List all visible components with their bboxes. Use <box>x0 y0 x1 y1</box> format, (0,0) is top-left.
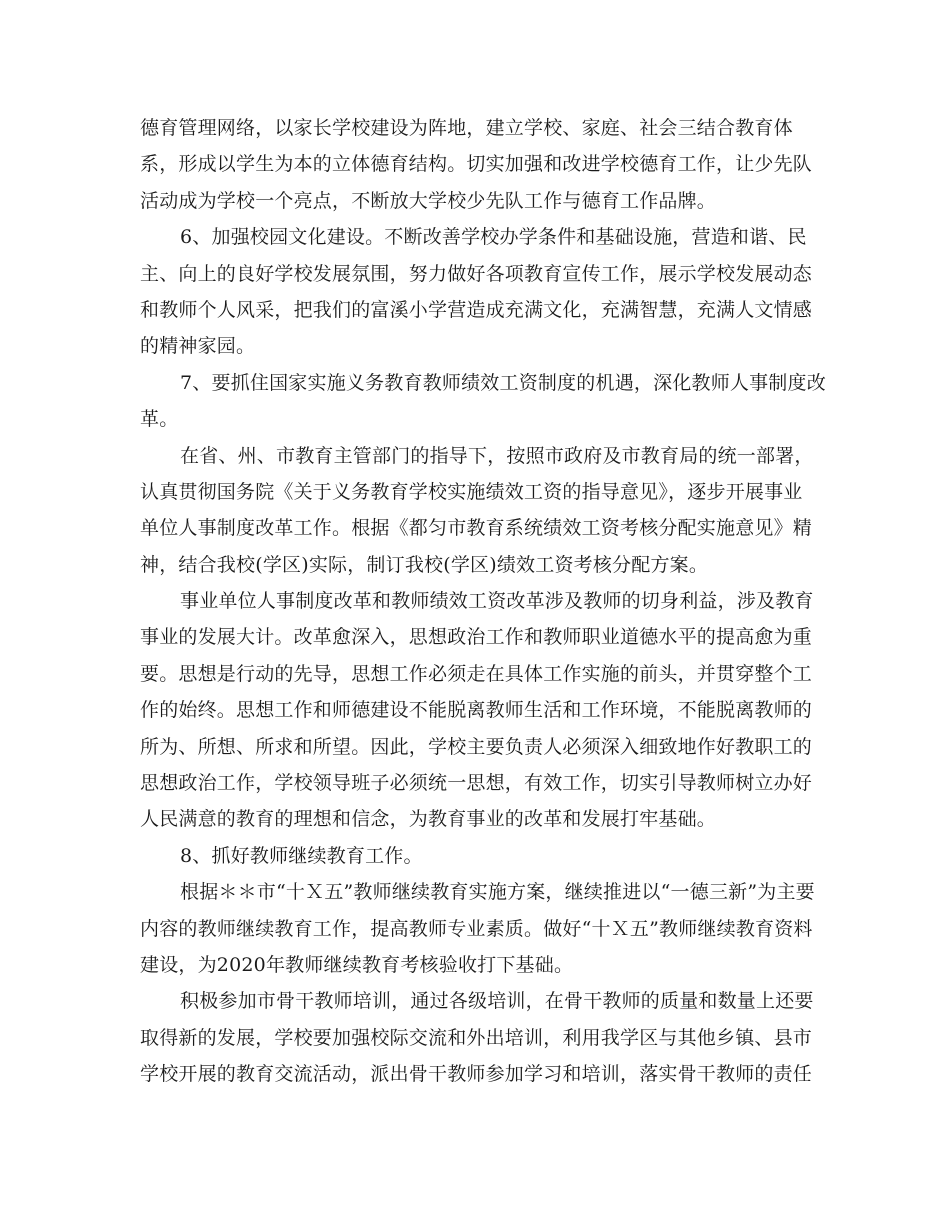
text-line: 建设，为2020年教师继续教育考核验收打下基础。 <box>140 953 574 976</box>
text-line: 单位人事制度改革工作。根据《都匀市教育系统绩效工资考核分配实施意见》精 <box>140 517 813 540</box>
text-line: 学校开展的教育交流活动，派出骨干教师参加学习和培训，落实骨干教师的责任 <box>140 1063 813 1086</box>
text-line: 的精神家园。 <box>140 335 256 358</box>
text-line: 根据＊＊市“十Ｘ五”教师继续教育实施方案，继续推进以“一德三新”为主要 <box>180 881 815 904</box>
text-line: 事业的发展大计。改革愈深入，思想政治工作和教师职业道德水平的提高愈为重 <box>140 626 813 649</box>
text-line: 所为、所想、所求和所望。因此，学校主要负责人必须深入细致地作好教职工的 <box>140 735 813 758</box>
text-line: 作的始终。思想工作和师德建设不能脱离教师生活和工作环境，不能脱离教师的 <box>140 699 813 722</box>
text-line: 7、要抓住国家实施义务教育教师绩效工资制度的机遇，深化教师人事制度改 <box>180 371 826 394</box>
text-line: 取得新的发展，学校要加强校际交流和外出培训，利用我学区与其他乡镇、县市 <box>140 1026 813 1049</box>
text-line: 6、加强校园文化建设。不断改善学校办学条件和基础设施，营造和谐、民 <box>180 226 807 249</box>
text-line: 系，形成以学生为本的立体德育结构。切实加强和改进学校德育工作，让少先队 <box>140 153 813 176</box>
text-line: 和教师个人风采，把我们的富溪小学营造成充满文化，充满智慧，充满人文情感 <box>140 298 813 321</box>
text-line: 在省、州、市教育主管部门的指导下，按照市政府及市教育局的统一部署， <box>180 444 814 467</box>
text-line: 主、向上的良好学校发展氛围，努力做好各项教育宣传工作，展示学校发展动态 <box>140 262 813 285</box>
document-body <box>140 110 826 1093</box>
text-line: 内容的教师继续教育工作，提高教师专业素质。做好“十Ｘ五”教师继续教育资料 <box>140 917 813 940</box>
text-line: 要。思想是行动的先导，思想工作必须走在具体工作实施的前头，并贯穿整个工 <box>140 662 813 685</box>
text-line: 积极参加市骨干教师培训，通过各级培训，在骨干教师的质量和数量上还要 <box>180 990 814 1013</box>
text-line: 革。 <box>140 408 179 431</box>
text-line: 人民满意的教育的理想和信念，为教育事业的改革和发展打牢基础。 <box>140 808 717 831</box>
text-line: 8、抓好教师继续教育工作。 <box>180 844 423 867</box>
text-line: 认真贯彻国务院《关于义务教育学校实施绩效工资的指导意见》，逐步开展事业 <box>140 480 803 503</box>
text-line: 思想政治工作，学校领导班子必须统一思想，有效工作，切实引导教师树立办好 <box>140 772 813 795</box>
text-line: 德育管理网络，以家长学校建设为阵地，建立学校、家庭、社会三结合教育体 <box>140 117 793 139</box>
text-line: 活动成为学校一个亮点，不断放大学校少先队工作与德育工作品牌。 <box>140 189 717 212</box>
text-line: 神，结合我校(学区)实际，制订我校(学区)绩效工资考核分配方案。 <box>140 553 709 576</box>
text-line: 事业单位人事制度改革和教师绩效工资改革涉及教师的切身利益，涉及教育 <box>180 590 814 613</box>
